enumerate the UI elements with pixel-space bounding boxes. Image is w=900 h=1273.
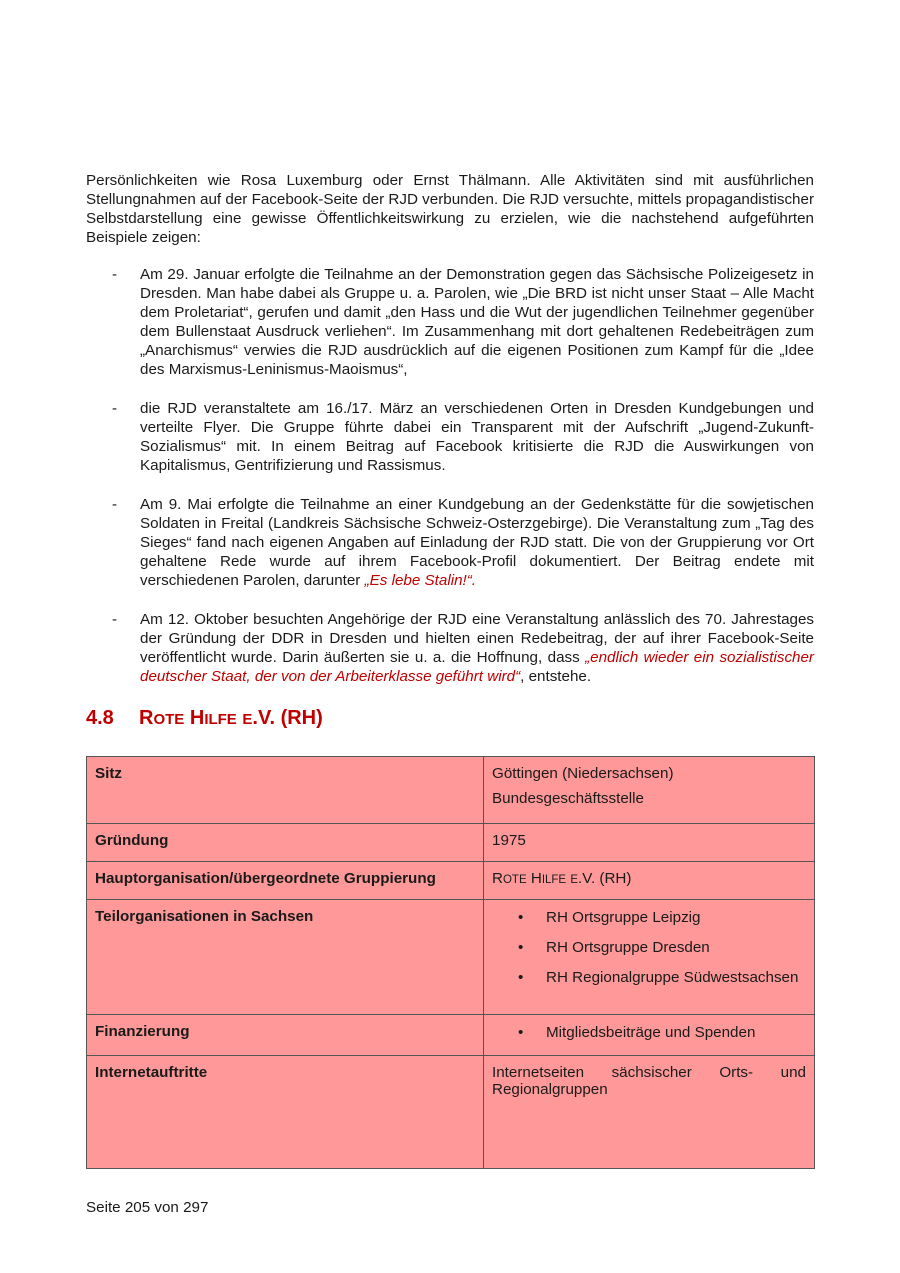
finanzierung-label: Finanzierung (87, 1015, 484, 1056)
hauptorganisation-value (484, 862, 815, 900)
gruendung-label: Gründung (87, 824, 484, 862)
section-heading (86, 707, 323, 730)
bullet-icon: • (518, 1024, 524, 1041)
list-item-text: Mitgliedsbeiträge und Spenden (546, 1024, 756, 1041)
teilorganisationen-value (484, 900, 815, 1015)
gruendung-value: 1975 (484, 824, 815, 862)
value-tail: .V. (RH) (578, 870, 632, 887)
table-row (87, 862, 815, 900)
list-item (492, 908, 806, 927)
organization-table (86, 756, 815, 1169)
table-row (87, 824, 815, 862)
list-item-text: Am 9. Mai erfolgte die Teilnahme an einer Kundgebung an der Gedenkstätte für die sowjetischen Soldaten in Freital (Landkreis Sächsische Schweiz-Osterzgebirge). Die Veranstaltung zum „Tag des Sieges“ fand nach eigenen Angaben auf Einladung der RJD statt. Die von der Gruppierung vor Ort gehaltene Rede wurde auf ihrem Facebook-Profil dokumentiert. Der Beitrag endete mit verschiedenen Parolen, darunter (140, 496, 814, 589)
list-item (86, 495, 814, 590)
table-row (87, 1056, 815, 1169)
list-item (492, 938, 806, 957)
internetauftritte-label: Internetauftritte (87, 1056, 484, 1169)
list-item (86, 610, 814, 686)
list-item (86, 399, 814, 475)
list-item (492, 968, 806, 987)
hauptorganisation-label: Hauptorganisation/übergeordnete Gruppierung (87, 862, 484, 900)
page-number: Seite 205 von 297 (86, 1199, 209, 1216)
list-item-text: Am 29. Januar erfolgte die Teilnahme an der Demonstration gegen das Sächsische Polizeigesetz in Dresden. Man habe dabei als Gruppe u. a. Parolen, wie „Die BRD ist nicht unser Staat – Alle Macht dem Proletariat“, gerufen und damit „den Hass und die Wut der jugendlichen Teilnehmer gegenüber dem Bullenstaat Ausdruck verliehen“. Im Zusammenhang mit dort gehaltenen Redebeiträgen zum „Anarchismus“ verwies die RJD ausdrücklich auf die eigenen Positionen zum Kampf für die „Idee des Marxismus-Leninismus-Maoismus“, (140, 266, 814, 378)
list-item-text: RH Ortsgruppe Dresden (546, 939, 710, 956)
value-cap: R (492, 870, 503, 887)
quote-ddr: „endlich wieder ein sozialistischer deutscher Staat, der von der Arbeiterklasse geführt wird“ (140, 649, 814, 685)
example-list (86, 265, 814, 686)
bullet-icon: • (518, 939, 524, 956)
list-item-text: die RJD veranstaltete am 16./17. März an verschiedenen Orten in Dresden Kundgebungen und verteilte Flyer. Die Gruppe führte dabei ein Transparent mit der Aufschrift „Jugend-Zukunft-Sozialismus“ mit. In einem Beitrag auf Facebook kritisierte die RJD die Auswirkungen von Kapitalismus, Gentrifizierung und Rassismus. (140, 400, 814, 474)
sitz-label: Sitz (87, 757, 484, 824)
sitz-line: Bundesgeschäftsstelle (492, 790, 644, 807)
body-text (86, 171, 814, 706)
quote-stalin: „Es lebe Stalin!“ (364, 572, 472, 589)
list-item (86, 265, 814, 379)
section-number: 4.8 (86, 707, 114, 729)
teilorganisationen-label: Teilorganisationen in Sachsen (87, 900, 484, 1015)
table-row (87, 757, 815, 824)
finanzierung-value (484, 1015, 815, 1056)
value-small: OTE (502, 874, 527, 886)
list-item-text: RH Regionalgruppe Südwestsachsen (546, 969, 799, 986)
list-item-text: Am 12. Oktober besuchten Angehörige der RJD eine Veranstaltung anlässlich des 70. Jahrestages der Gründung der DDR in Dresden und hielten einen Redebeitrag, der auf ihrer Facebook-Seite veröffentlicht wurde. Darin äußerten sie u. a. die Hoffnung, dass (140, 611, 814, 666)
heading-cap: H (189, 707, 205, 729)
value-cap: H (530, 870, 542, 887)
internetauftritte-value: Internetseiten sächsischer Orts- und Regionalgruppen (484, 1056, 815, 1169)
value-small: E (570, 874, 579, 886)
heading-tail: .V. (RH) (252, 707, 323, 729)
heading-cap: R (139, 707, 154, 729)
quote-end: , entstehe. (520, 668, 592, 685)
list-item-text: RH Ortsgruppe Leipzig (546, 909, 701, 926)
heading-small: OTE (153, 711, 185, 728)
table-row (87, 900, 815, 1015)
bullet-icon: • (518, 969, 524, 986)
bullet-icon: • (518, 909, 524, 926)
value-small: ILFE (541, 874, 567, 886)
dash-marker: - (112, 496, 118, 513)
sitz-value (484, 757, 815, 824)
dash-marker: - (112, 266, 118, 283)
intro-paragraph: Persönlichkeiten wie Rosa Luxemburg oder Ernst Thälmann. Alle Aktivitäten sind mit ausführlichen Stellungnahmen auf der Facebook-Seite der RJD verbunden. Die RJD versuchte, mittels propagandistischer Selbstdarstellung eine gewisse Öffentlichkeitswirkung zu erzielen, wie die nachstehend aufgeführten Beispiele zeigen: (86, 172, 814, 246)
dash-marker: - (112, 400, 118, 417)
sitz-line: Göttingen (Niedersachsen) (492, 765, 674, 782)
heading-small: ILFE (204, 711, 237, 728)
dash-marker: - (112, 611, 118, 628)
quote-end: . (471, 572, 477, 589)
list-item (492, 1023, 806, 1042)
heading-small: E (242, 711, 253, 728)
table-row (87, 1015, 815, 1056)
